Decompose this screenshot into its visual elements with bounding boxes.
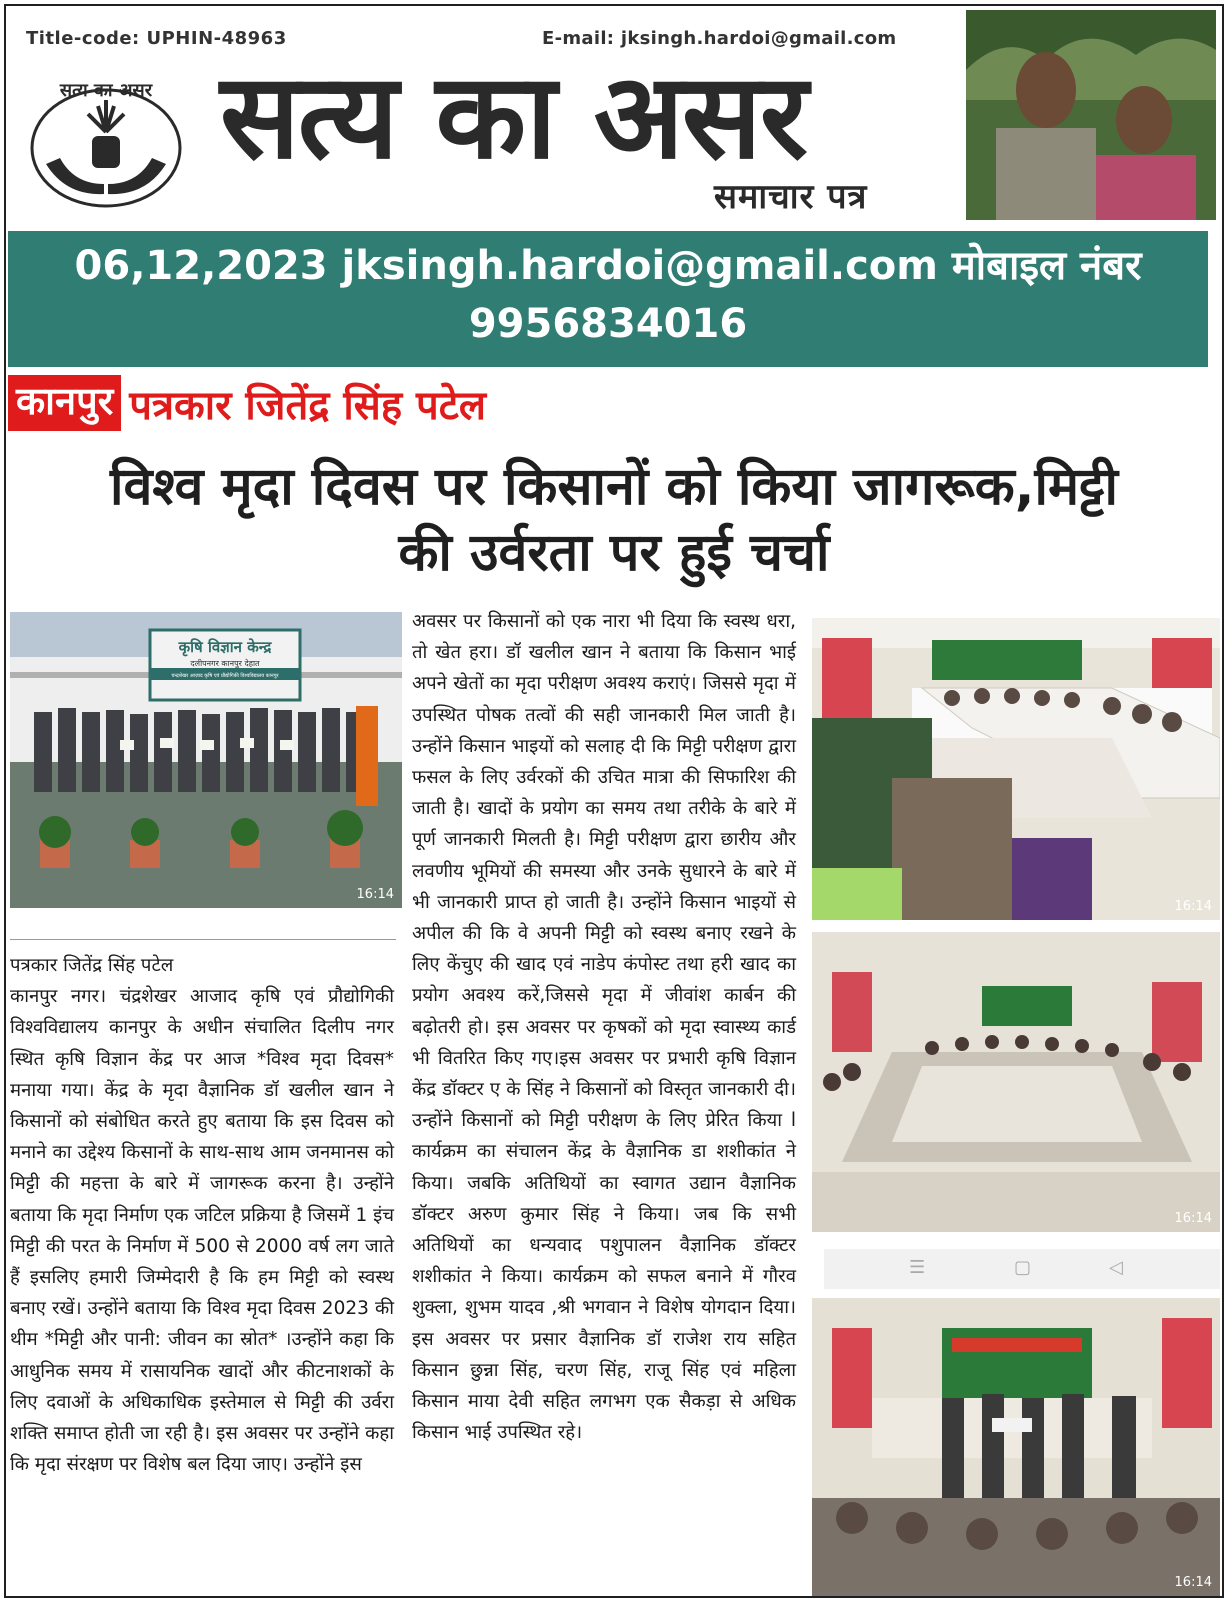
android-nav-bar [824, 1249, 1220, 1289]
headline [6, 454, 1222, 586]
headline-line-1: विश्व मृदा दिवस पर किसानों को किया जागरूक,मिट्टी [110, 457, 1118, 517]
article-column-1 [10, 950, 394, 1480]
column-divider [10, 939, 396, 940]
band-line-1: 06,12,2023 jksingh.hardoi@gmail.com मोबाइल नंबर [74, 243, 1142, 289]
article-reporter-line: पत्रकार जितेंद्र सिंह पटेल [10, 955, 174, 976]
article-col1-text: कानपुर नगर। चंद्रशेखर आजाद कृषि एवं प्रौद्योगिकी विश्वविद्यालय कानपुर के अधीन संचालित दिलीप नगर स्थित कृषि विज्ञान केंद्र पर आज *विश्व मृदा दिवस* मनाया गया। केंद्र के मृदा वैज्ञानिक डॉ खलील खान ने किसानों को संबोधित करते हुए बताया कि इस दिवस को मनाने का उद्देश्य किसानों के साथ-साथ आम जनमानस को मिट्टी की महत्ता के बारे में जागरूक करना है। उन्होंने बताया कि मृदा निर्माण एक जटिल प्रक्रिया है जिसमें 1 इंच मिट्टी की परत के निर्माण में 500 से 2000 वर्ष लग जाते हैं इसलिए हमारी जिम्मेदारी है कि हम मिट्टी को स्वस्थ बनाए रखें। उन्होंने बताया कि विश्व मृदा दिवस 2023 की थीम *मिट्टी और पानी: जीवन का स्रोत* ।उन्होंने कहा कि आधुनिक समय में रासायनिक खादों और कीटनाशकों के लिए दवाओं के अधिकाधिक इस्तेमाल से मिट्टी की उर्वरा शक्ति समाप्त होती जा रही है। इस अवसर पर उन्होंने कहा कि मृदा संरक्षण पर विशेष बल दिया जाए। उन्होंने इस [10, 986, 394, 1476]
photo-kvk-building [10, 612, 402, 908]
date-contact-band [8, 231, 1208, 367]
newspaper-page [4, 4, 1224, 1598]
article-column-2 [412, 606, 796, 1448]
paper-subtitle: समाचार पत्र [714, 177, 868, 217]
menu-icon[interactable]: ☰ [909, 1257, 926, 1278]
logo-text: सत्य का असर [59, 80, 153, 101]
sign-line-3: चन्द्रशेखर आज़ाद कृषि एवं प्रौद्योगिकी विश्वविद्यालय कानपुर [171, 673, 279, 679]
photo3-timestamp: 16:14 [1174, 1211, 1212, 1226]
headline-line-2: की उर्वरता पर हुई चर्चा [398, 523, 830, 583]
band-phone: 9956834016 [468, 301, 748, 347]
photo1-timestamp: 16:14 [356, 887, 394, 902]
sign-line-1: कृषि विज्ञान केन्द्र [178, 638, 272, 656]
photo-meeting-hall-1 [812, 618, 1220, 920]
title-code: Title-code: UPHIN-48963 [26, 28, 287, 49]
byline [8, 374, 486, 432]
back-icon[interactable]: ◁ [1109, 1257, 1123, 1278]
photo2-timestamp: 16:14 [1174, 899, 1212, 914]
photo4-timestamp: 16:14 [1174, 1575, 1212, 1590]
home-icon[interactable]: ▢ [1014, 1257, 1032, 1278]
paper-name: सत्य का असर [220, 47, 806, 185]
article-col2-text: अवसर पर किसानों को एक नारा भी दिया कि स्वस्थ धरा, तो खेत हरा। डॉ खलील खान ने बताया कि किसान भाई अपने खेतों का मृदा परीक्षण अवश्य कराएं। जिससे मृदा में उपस्थित पोषक तत्वों की सही जानकारी मिल जाती है। उन्होंने किसान भाइयों को सलाह दी कि मिट्टी परीक्षण द्वारा फसल के लिए उर्वरकों की उचित मात्रा की सिफारिश की जाती है। खादों के प्रयोग का समय तथा तरीके के बारे में पूर्ण जानकारी मिलती है। मिट्टी परीक्षण द्वारा छारीय और लवणीय भूमियों की समस्या और उनके सुधारने के बारे में भी जानकारी प्राप्त हो जाती है। उन्होंने किसान भाइयों से अपील की कि वे अपनी मिट्टी को स्वस्थ बनाए रखने के लिए केंचुए की खाद एवं नाडेप कंपोस्ट तथा हरी खाद का प्रयोग अवश्य करें,जिससे मृदा में जीवांश कार्बन की बढ़ोतरी हो। इस अवसर पर कृषकों को मृदा स्वास्थ्य कार्ड भी वितरित किए गए।इस अवसर पर प्रभारी कृषि विज्ञान केंद्र डॉक्टर ए के सिंह ने किसानों को विस्तृत जानकारी दी। उन्होंने किसानों को मिट्टी परीक्षण के लिए प्रेरित किया l कार्यक्रम का संचालन केंद्र के वैज्ञानिक डा शशीकांत ने किया। जबकि अतिथियों का स्वागत उद्यान वैज्ञानिक डॉक्टर अरुण कुमार सिंह ने किया। जब कि सभी अतिथियों का धन्यवाद पशुपालन वैज्ञानिक डॉक्टर शशीकांत ने किया। कार्यक्रम को सफल बनाने में गौरव शुक्ला, शुभम यादव ,श्री भगवान ने विशेष योगदान दिया। इस अवसर पर प्रसार वैज्ञानिक डॉ राजेश राय सहित किसान छुन्ना सिंह, चरण सिंह, राजू सिंह एवं महिला किसान माया देवी सहित लगभग एक सैकड़ा से अधिक किसान भाई उपस्थित रहे। [412, 611, 796, 1444]
masthead [6, 6, 1222, 224]
founders-portrait [964, 10, 1216, 220]
photo-meeting-hall-2 [812, 932, 1220, 1232]
reporter-name: पत्रकार जितेंद्र सिंह पटेल [129, 382, 486, 429]
masthead-email: E-mail: jksingh.hardoi@gmail.com [542, 28, 897, 49]
photo-soil-card-distribution [812, 1298, 1220, 1596]
sign-line-2: दलीपनगर कानपुर देहात [190, 659, 260, 668]
city-label: कानपुर [8, 375, 121, 431]
paper-logo [26, 66, 186, 211]
